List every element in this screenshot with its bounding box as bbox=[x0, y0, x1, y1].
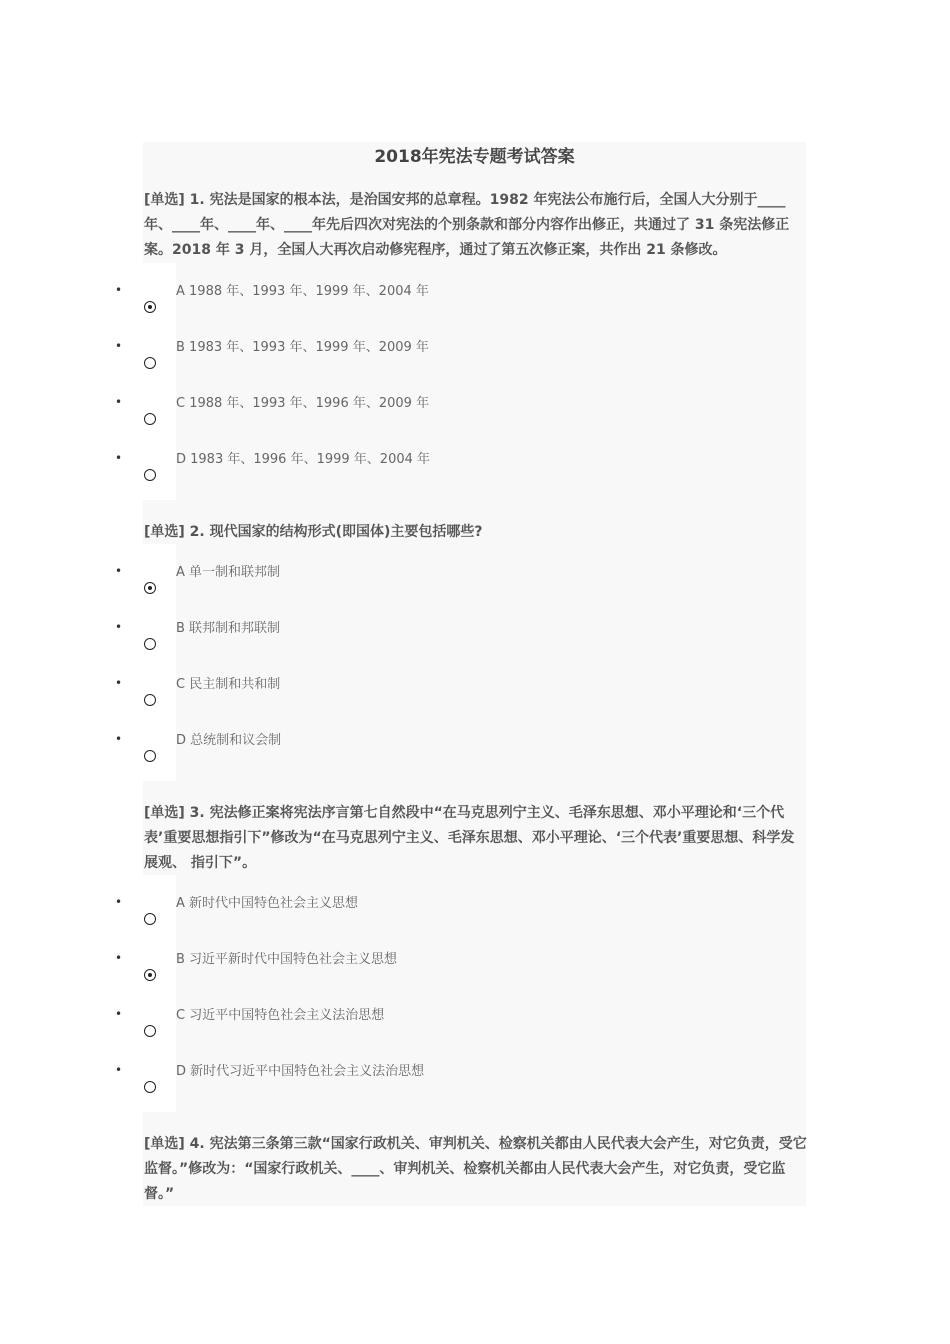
bullet-icon: • bbox=[115, 339, 123, 353]
radio-selected-icon[interactable] bbox=[144, 969, 156, 981]
bullet-icon: • bbox=[115, 283, 123, 297]
bullet-icon: • bbox=[115, 451, 123, 465]
option-2d[interactable] bbox=[115, 733, 515, 789]
radio-selected-icon[interactable] bbox=[144, 301, 156, 313]
option-2b[interactable] bbox=[115, 621, 515, 677]
radio-icon[interactable] bbox=[144, 413, 156, 425]
option-1c[interactable] bbox=[115, 396, 515, 452]
option-3d[interactable] bbox=[115, 1064, 515, 1120]
question-1-options bbox=[115, 263, 431, 500]
bullet-icon: • bbox=[115, 564, 123, 578]
question-2-options bbox=[115, 544, 282, 781]
option-label: B 1983 年、1993 年、1999 年、2009 年 bbox=[176, 340, 429, 355]
option-3c[interactable] bbox=[115, 1008, 515, 1064]
radio-icon[interactable] bbox=[144, 1081, 156, 1093]
option-2c[interactable] bbox=[115, 677, 515, 733]
radio-icon[interactable] bbox=[144, 357, 156, 369]
question-3-text: [单选] 3. 宪法修正案将宪法序言第七自然段中“在马克思列宁主义、毛泽东思想、邓小平理论和‘三个代表’重要思想指引下”修改为“在马克思列宁主义、毛泽东思想、邓小平理论、‘三个代表’重要思想、科学发展观、 指引下”。 bbox=[144, 805, 795, 871]
option-label: C 习近平中国特色社会主义法治思想 bbox=[176, 1008, 385, 1023]
option-label: C 民主制和共和制 bbox=[176, 677, 281, 692]
option-label: B 联邦制和邦联制 bbox=[176, 621, 281, 636]
question-1-text: [单选] 1. 宪法是国家的根本法，是治国安邦的总章程。1982 年宪法公布施行后，全国人大分别于____年、____年、____年、____年先后四次对宪法的个别条款和部分内容作出修正，共通过了 31 条宪法修正案。2018 年 3 月，全国人大再次启动修宪程序，通过了第五次修正案，共作出 21 条修改。 bbox=[144, 192, 790, 258]
option-label: A 单一制和联邦制 bbox=[176, 565, 281, 580]
option-label: B 习近平新时代中国特色社会主义思想 bbox=[176, 952, 398, 967]
bullet-icon: • bbox=[115, 951, 123, 965]
option-3a[interactable] bbox=[115, 896, 515, 952]
radio-icon[interactable] bbox=[144, 913, 156, 925]
radio-icon[interactable] bbox=[144, 1025, 156, 1037]
option-label: A 1988 年、1993 年、1999 年、2004 年 bbox=[176, 284, 429, 299]
bullet-icon: • bbox=[115, 1007, 123, 1021]
radio-icon[interactable] bbox=[144, 750, 156, 762]
bullet-icon: • bbox=[115, 1063, 123, 1077]
option-1a[interactable] bbox=[115, 284, 515, 340]
option-1d[interactable] bbox=[115, 452, 515, 508]
bullet-icon: • bbox=[115, 895, 123, 909]
option-label: D 1983 年、1996 年、1999 年、2004 年 bbox=[176, 452, 431, 467]
bullet-icon: • bbox=[115, 676, 123, 690]
radio-icon[interactable] bbox=[144, 638, 156, 650]
option-label: D 总统制和议会制 bbox=[176, 733, 282, 748]
radio-icon[interactable] bbox=[144, 694, 156, 706]
option-1b[interactable] bbox=[115, 340, 515, 396]
option-label: C 1988 年、1993 年、1996 年、2009 年 bbox=[176, 396, 430, 411]
radio-selected-icon[interactable] bbox=[144, 582, 156, 594]
option-2a[interactable] bbox=[115, 565, 515, 621]
option-label: A 新时代中国特色社会主义思想 bbox=[176, 896, 359, 911]
question-2-text: [单选] 2. 现代国家的结构形式(即国体)主要包括哪些? bbox=[144, 524, 483, 540]
bullet-icon: • bbox=[115, 395, 123, 409]
bullet-icon: • bbox=[115, 620, 123, 634]
bullet-icon: • bbox=[115, 732, 123, 746]
question-3-options bbox=[115, 875, 425, 1112]
option-label: D 新时代习近平中国特色社会主义法治思想 bbox=[176, 1064, 425, 1079]
document-title: 2018年宪法专题考试答案 bbox=[374, 147, 575, 167]
radio-icon[interactable] bbox=[144, 469, 156, 481]
question-4-text: [单选] 4. 宪法第三条第三款“国家行政机关、审判机关、检察机关都由人民代表大会产生，对它负责，受它监督。”修改为：“国家行政机关、____、审判机关、检察机关都由人民代表大会产生，对它负责，受它监督。” bbox=[144, 1136, 807, 1202]
option-3b[interactable] bbox=[115, 952, 515, 1008]
